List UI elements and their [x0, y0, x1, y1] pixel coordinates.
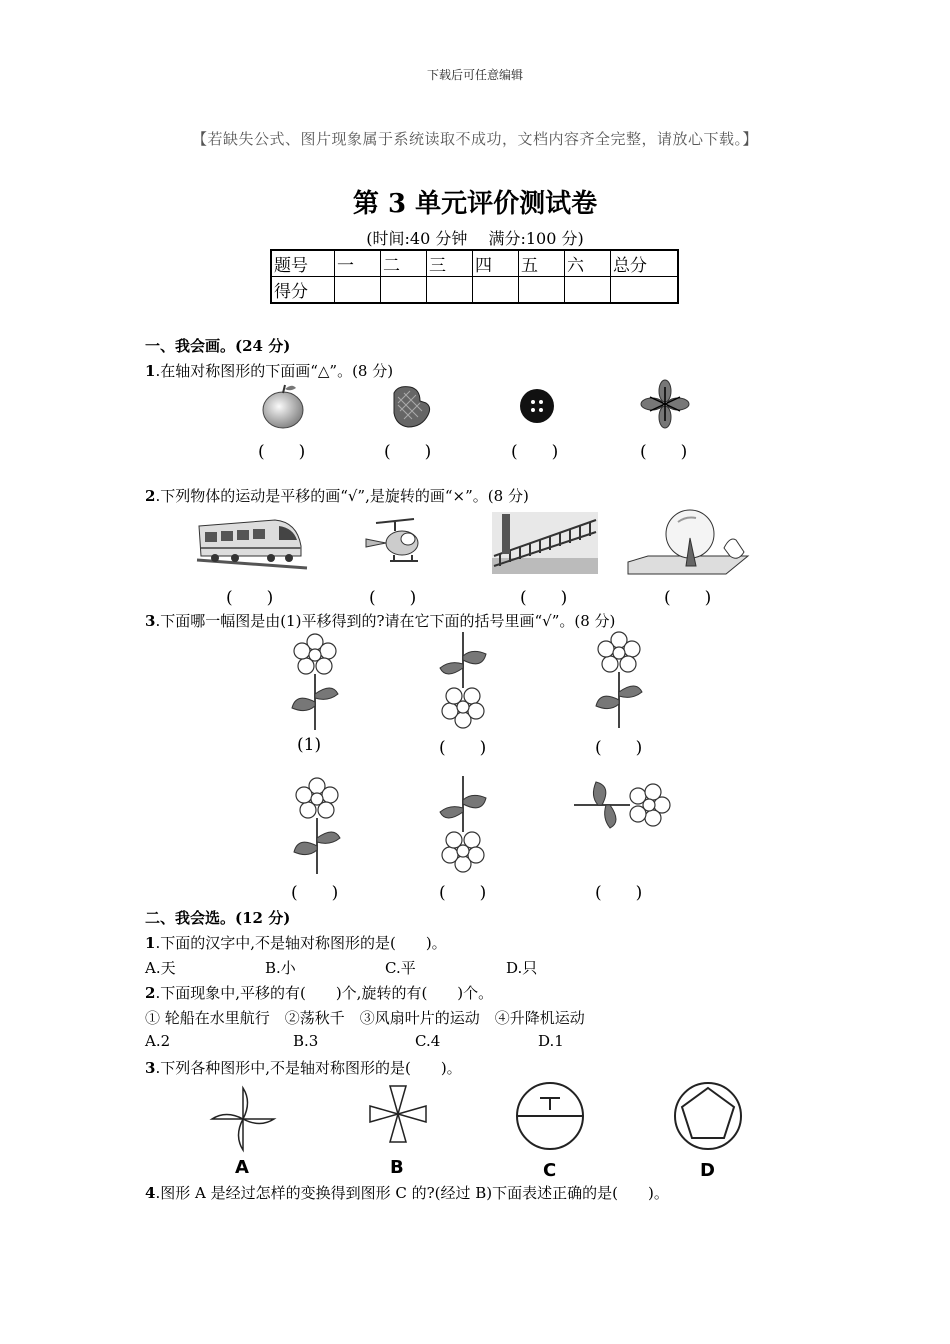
phenomena-list: ① 轮船在水里航行 ②荡秋千 ③风扇叶片的运动 ④升降机运动 [145, 1009, 585, 1027]
question-2-4 [145, 1182, 669, 1203]
section-1-heading: 一、我会画。(24 分) [145, 337, 291, 355]
score-cell[interactable] [335, 277, 381, 304]
flower-option-icon [572, 778, 670, 832]
question-2-2 [145, 982, 493, 1003]
question-text: .下面现象中,平移的有( )个,旋转的有( )个。 [155, 984, 494, 1002]
sliding-gate-icon [492, 512, 598, 574]
flower-option-icon [592, 632, 646, 730]
answer-blank[interactable]: ( ) [384, 442, 432, 462]
question-text: .在轴对称图形的下面画“△”。(8 分) [155, 362, 394, 380]
pendulum-clock-icon [626, 508, 750, 578]
option-c[interactable]: C.4 [415, 1032, 441, 1050]
circle-pentagon-shape-icon [672, 1080, 744, 1152]
flower-option-icon [290, 778, 344, 876]
answer-blank[interactable]: ( ) [291, 883, 339, 903]
shape-label: C [543, 1160, 557, 1181]
reference-flower-icon [288, 634, 342, 732]
page-header: 下载后可任意编辑 [426, 68, 523, 82]
score-cell[interactable] [473, 277, 519, 304]
score-cell[interactable] [381, 277, 427, 304]
score-cell: 一 [335, 250, 381, 277]
answer-blank[interactable]: ( ) [258, 442, 306, 462]
question-1-2 [145, 485, 529, 506]
score-cell[interactable] [427, 277, 473, 304]
question-1-1 [145, 360, 393, 381]
answer-blank[interactable]: ( ) [595, 883, 643, 903]
section-2-heading: 二、我会选。(12 分) [145, 909, 291, 927]
question-number: 2 [145, 487, 156, 505]
bowtie-shape-icon [366, 1082, 430, 1146]
question-number: 1 [145, 362, 156, 380]
score-table-score-row [271, 277, 678, 304]
answer-blank[interactable]: ( ) [520, 588, 568, 608]
flower-option-icon [436, 774, 490, 872]
score-cell: 五 [519, 250, 565, 277]
helicopter-icon [362, 515, 428, 573]
score-cell: 总分 [611, 250, 679, 277]
question-text: .下面哪一幅图是由(1)平移得到的?请在它下面的括号里画“√”。(8 分) [155, 612, 616, 630]
button-icon [518, 387, 556, 425]
score-cell: 三 [427, 250, 473, 277]
answer-blank[interactable]: ( ) [664, 588, 712, 608]
shape-label: D [700, 1160, 715, 1181]
score-cell[interactable] [565, 277, 611, 304]
score-cell: 六 [565, 250, 611, 277]
question-text: .图形 A 是经过怎样的变换得到图形 C 的?(经过 B)下面表述正确的是( )。 [155, 1184, 669, 1202]
score-cell[interactable] [519, 277, 565, 304]
score-cell: 题号 [271, 250, 335, 277]
score-cell: 四 [473, 250, 519, 277]
answer-blank[interactable]: ( ) [511, 442, 559, 462]
pinwheel-shape-icon [206, 1082, 280, 1156]
answer-blank[interactable]: ( ) [640, 442, 688, 462]
question-text: .下列各种图形中,不是轴对称图形的是( )。 [155, 1059, 462, 1077]
question-2-1 [145, 932, 447, 953]
train-icon [195, 512, 310, 572]
score-cell: 得分 [271, 277, 335, 304]
option-a[interactable]: A.天 [145, 959, 176, 977]
flower-option-icon [436, 630, 490, 728]
question-text: .下面的汉字中,不是轴对称图形的是( )。 [155, 934, 447, 952]
option-a[interactable]: A.2 [145, 1032, 171, 1050]
apple-icon [258, 381, 308, 431]
shape-label: B [390, 1157, 404, 1178]
score-table [270, 249, 679, 304]
question-number: 2 [145, 984, 156, 1002]
answer-blank[interactable]: ( ) [595, 738, 643, 758]
question-number: 4 [145, 1184, 156, 1202]
option-d[interactable]: D.1 [538, 1032, 564, 1050]
answer-blank[interactable]: ( ) [439, 883, 487, 903]
option-d[interactable]: D.只 [506, 959, 538, 977]
question-number: 1 [145, 934, 156, 952]
answer-blank[interactable]: ( ) [226, 588, 274, 608]
question-1-3 [145, 610, 615, 631]
score-table-header-row [271, 250, 678, 277]
shape-label: A [235, 1157, 249, 1178]
score-cell[interactable] [611, 277, 679, 304]
flower-icon [640, 379, 690, 429]
question-2-3 [145, 1057, 462, 1078]
question-text: .下列物体的运动是平移的画“√”,是旋转的画“×”。(8 分) [155, 487, 529, 505]
score-cell: 二 [381, 250, 427, 277]
reference-label: (1) [297, 735, 322, 755]
exam-info: (时间:40 分钟 满分:100 分) [366, 229, 584, 248]
circle-t-shape-icon [514, 1080, 586, 1152]
question-number: 3 [145, 612, 156, 630]
question-number: 3 [145, 1059, 156, 1077]
option-b[interactable]: B.小 [265, 959, 296, 977]
answer-blank[interactable]: ( ) [369, 588, 417, 608]
option-c[interactable]: C.平 [385, 959, 416, 977]
download-notice: 【若缺失公式、图片现象属于系统读取不成功，文档内容齐全完整，请放心下载。】 [191, 130, 758, 148]
mitten-icon [386, 381, 436, 431]
page-title: 第 3 单元评价测试卷 [352, 189, 598, 219]
answer-blank[interactable]: ( ) [439, 738, 487, 758]
option-b[interactable]: B.3 [293, 1032, 319, 1050]
